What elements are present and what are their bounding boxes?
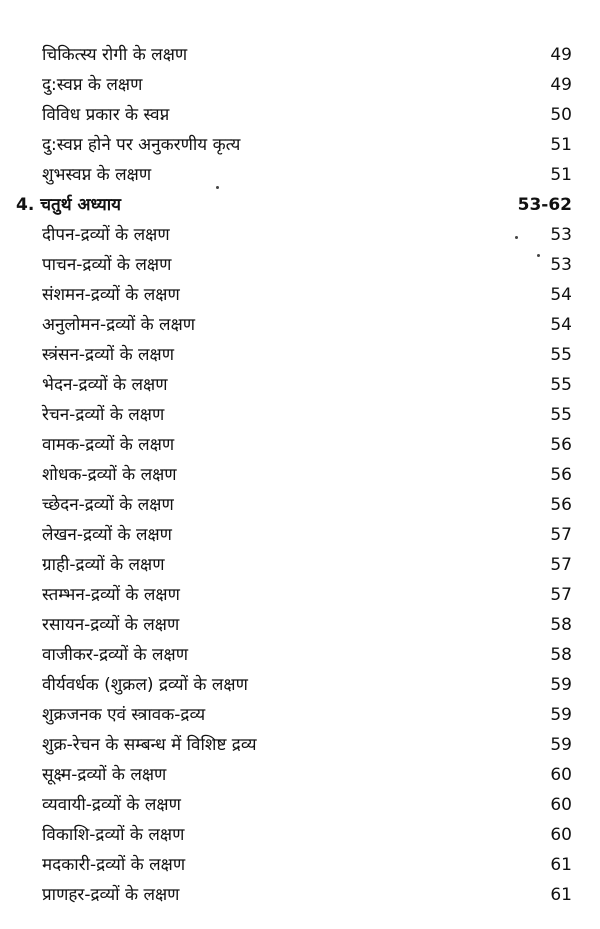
entry-title: वामक-द्रव्यों के लक्षण <box>42 435 175 455</box>
toc-entry-row <box>0 400 600 430</box>
entry-page-number: 55 <box>550 375 572 395</box>
entry-page-number: 53 <box>550 225 572 245</box>
entry-page-number: 54 <box>550 285 572 305</box>
toc-entry-row <box>0 40 600 70</box>
entry-page-number: 49 <box>550 75 572 95</box>
toc-entry-row <box>0 100 600 130</box>
entry-page-number: 51 <box>550 165 572 185</box>
entry-title: च्छेदन-द्रव्यों के लक्षण <box>42 495 174 515</box>
entry-page-number: 53 <box>550 255 572 275</box>
entry-title: रसायन-द्रव्यों के लक्षण <box>42 615 180 635</box>
toc-entry-row <box>0 880 600 910</box>
entry-page-number: 59 <box>550 705 572 725</box>
entry-title: विविध प्रकार के स्वप्न <box>42 105 170 125</box>
entry-title: पाचन-द्रव्यों के लक्षण <box>42 255 172 275</box>
entry-title: शुभस्वप्न के लक्षण <box>42 165 152 185</box>
entry-page-number: 57 <box>550 585 572 605</box>
toc-entry-row <box>0 700 600 730</box>
entry-page-number: 59 <box>550 735 572 755</box>
entry-title: शुक्रजनक एवं स्त्रावक-द्रव्य <box>42 705 206 725</box>
toc-entry-row <box>0 790 600 820</box>
entry-title: भेदन-द्रव्यों के लक्षण <box>42 375 168 395</box>
entry-title: प्राणहर-द्रव्यों के लक्षण <box>42 885 180 905</box>
entry-title: शुक्र-रेचन के सम्बन्ध में विशिष्ट द्रव्य <box>42 735 257 755</box>
toc-entry-row <box>0 340 600 370</box>
entry-page-number: 61 <box>550 855 572 875</box>
chapter-page-range: 53-62 <box>517 195 572 215</box>
entry-title: लेखन-द्रव्यों के लक्षण <box>42 525 172 545</box>
entry-page-number: 60 <box>550 795 572 815</box>
entry-title: मदकारी-द्रव्यों के लक्षण <box>42 855 186 875</box>
chapter-title: 4. चतुर्थ अध्याय <box>16 195 121 215</box>
entry-title: संशमन-द्रव्यों के लक्षण <box>42 285 180 305</box>
toc-entry-row <box>0 550 600 580</box>
entry-page-number: 58 <box>550 645 572 665</box>
toc-entry-row <box>0 670 600 700</box>
toc-entry-row <box>0 160 600 190</box>
entry-page-number: 56 <box>550 435 572 455</box>
entry-title: वाजीकर-द्रव्यों के लक्षण <box>42 645 188 665</box>
entry-page-number: 60 <box>550 765 572 785</box>
toc-entry-row <box>0 580 600 610</box>
toc-entry-row <box>0 850 600 880</box>
toc-entry-row <box>0 520 600 550</box>
entry-page-number: 51 <box>550 135 572 155</box>
toc-entry-row <box>0 130 600 160</box>
toc-entry-row <box>0 490 600 520</box>
entry-title: दीपन-द्रव्यों के लक्षण <box>42 225 170 245</box>
toc-entry-row <box>0 610 600 640</box>
toc-entry-row <box>0 760 600 790</box>
toc-entry-row <box>0 220 600 250</box>
toc-entry-row <box>0 70 600 100</box>
entry-title: चिकित्स्य रोगी के लक्षण <box>42 45 188 65</box>
toc-entry-row <box>0 430 600 460</box>
entry-page-number: 55 <box>550 345 572 365</box>
entry-title: ग्राही-द्रव्यों के लक्षण <box>42 555 165 575</box>
entry-page-number: 56 <box>550 495 572 515</box>
entry-title: स्त्रंसन-द्रव्यों के लक्षण <box>42 345 175 365</box>
entry-title: व्यवायी-द्रव्यों के लक्षण <box>42 795 181 815</box>
toc-entry-row <box>0 460 600 490</box>
entry-title: अनुलोमन-द्रव्यों के लक्षण <box>42 315 196 335</box>
entry-page-number: 57 <box>550 525 572 545</box>
entry-title: रेचन-द्रव्यों के लक्षण <box>42 405 165 425</box>
toc-entry-row <box>0 280 600 310</box>
entry-page-number: 61 <box>550 885 572 905</box>
toc-entry-row <box>0 730 600 760</box>
toc-entry-row <box>0 370 600 400</box>
entry-page-number: 60 <box>550 825 572 845</box>
entry-page-number: 56 <box>550 465 572 485</box>
chapter-heading-row <box>0 190 600 220</box>
entry-page-number: 58 <box>550 615 572 635</box>
entry-title: वीर्यवर्धक (शुक्रल) द्रव्यों के लक्षण <box>42 675 248 695</box>
entry-page-number: 50 <box>550 105 572 125</box>
entry-page-number: 49 <box>550 45 572 65</box>
entry-title: स्तम्भन-द्रव्यों के लक्षण <box>42 585 180 605</box>
entry-page-number: 54 <box>550 315 572 335</box>
entry-title: शोधक-द्रव्यों के लक्षण <box>42 465 177 485</box>
toc-entry-row <box>0 820 600 850</box>
entry-title: विकाशि-द्रव्यों के लक्षण <box>42 825 185 845</box>
table-of-contents <box>0 40 600 910</box>
entry-title: दु:स्वप्न के लक्षण <box>42 75 143 95</box>
entry-title: सूक्ष्म-द्रव्यों के लक्षण <box>42 765 167 785</box>
toc-entry-row <box>0 250 600 280</box>
toc-entry-row <box>0 640 600 670</box>
entry-title: दु:स्वप्न होने पर अनुकरणीय कृत्य <box>42 135 241 155</box>
entry-page-number: 57 <box>550 555 572 575</box>
entry-page-number: 55 <box>550 405 572 425</box>
toc-entry-row <box>0 310 600 340</box>
entry-page-number: 59 <box>550 675 572 695</box>
